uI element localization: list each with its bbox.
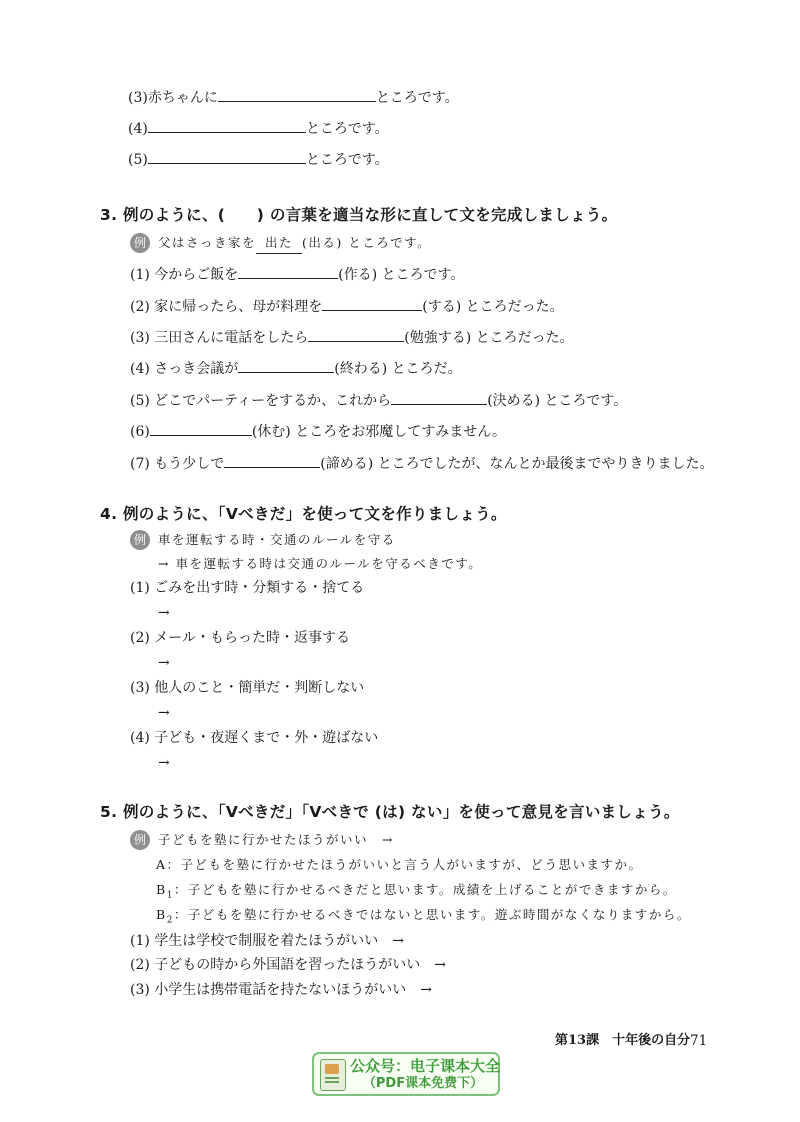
s4-item-4: (4) 子ども・夜遅くまで・外・遊ばない xyxy=(130,730,379,746)
answer-blank[interactable] xyxy=(322,296,422,311)
s3-item-2: (2) 家に帰ったら、母が料理を (する) ところだった。 xyxy=(130,296,564,317)
footer-lesson: 第13課 十年後の自分 xyxy=(555,1033,691,1048)
section4-example-answer: → 車を運転する時は交通のルールを守るべきです。 xyxy=(158,556,483,571)
example-badge: 例 xyxy=(130,233,150,253)
answer-blank[interactable] xyxy=(238,264,338,279)
section5-heading: 5. 例のように、「Vべきだ」「Vべきで (は) ない」を使って意見を言いましょう。 xyxy=(100,803,680,821)
example-b2: $B_2$：子どもを塾に行かせるべきではないと思います。遊ぶ時間がなくなりますから。 xyxy=(156,907,691,926)
section4-heading: 4. 例のように、「Vべきだ」を使って文を作りましょう。 xyxy=(100,505,507,523)
section3-example: 例 父はさっき家を 出た (出る) ところです。 xyxy=(130,233,431,254)
watermark-stamp xyxy=(312,1052,500,1096)
s3-item-3: (3) 三田さんに電話をしたら (勉強する) ところだった。 xyxy=(130,327,574,348)
s5-item-1: (1) 学生は学校で制服を着たほうがいい → xyxy=(130,933,405,949)
answer-blank[interactable] xyxy=(224,453,320,468)
s4-item-1: (1) ごみを出す時・分類する・捨てる xyxy=(130,580,365,596)
page-number: 71 xyxy=(690,1033,708,1049)
answer-arrow: → xyxy=(158,605,170,621)
answer-arrow: → xyxy=(158,705,170,721)
answer-blank[interactable] xyxy=(148,149,306,164)
section5-example: 例 子どもを塾に行かせたほうがいい → xyxy=(130,830,394,850)
example-badge: 例 xyxy=(130,830,150,850)
s2-item-5: (5) ところです。 xyxy=(128,149,389,170)
answer-blank[interactable] xyxy=(308,327,404,342)
section3-heading: 3. 例のように、( ) の言葉を適当な形に直して文を完成しましょう。 xyxy=(100,206,618,224)
answer-blank[interactable] xyxy=(391,390,487,405)
answer-blank[interactable] xyxy=(218,87,376,102)
s3-item-6: (6) (休む) ところをお邪魔してすみません。 xyxy=(130,421,506,442)
s3-item-5: (5) どこでパーティーをするか、これから (決める) ところです。 xyxy=(130,390,627,411)
section4-example: 例 車を運転する時・交通のルールを守る xyxy=(130,530,396,550)
answer-blank[interactable] xyxy=(148,118,306,133)
watermark-line2: （PDF课本免费下） xyxy=(362,1076,484,1091)
s3-item-1: (1) 今からご飯を (作る) ところです。 xyxy=(130,264,464,285)
s3-item-4: (4) さっき会議が (終わる) ところだ。 xyxy=(130,358,462,379)
answer-arrow: → xyxy=(158,655,170,671)
answer-blank[interactable] xyxy=(238,358,334,373)
s3-item-7: (7) もう少しで (諦める) ところでしたが、なんとか最後までやりきりました。 xyxy=(130,453,714,474)
book-icon xyxy=(320,1059,346,1091)
example-b1: $B_1$：子どもを塾に行かせるべきだと思います。成績を上げることができますから。 xyxy=(156,882,677,901)
answer-arrow: → xyxy=(158,755,170,771)
example-a: A：子どもを塾に行かせたほうがいいと言う人がいますが、どう思いますか。 xyxy=(156,857,643,872)
answer-blank[interactable] xyxy=(150,421,252,436)
s5-item-3: (3) 小学生は携帯電話を持たないほうがいい → xyxy=(130,982,433,998)
s2-item-3: (3)赤ちゃんに ところです。 xyxy=(128,87,459,108)
s5-item-2: (2) 子どもの時から外国語を習ったほうがいい → xyxy=(130,957,447,973)
s4-item-2: (2) メール・もらった時・返事する xyxy=(130,630,351,646)
s4-item-3: (3) 他人のこと・簡単だ・判断しない xyxy=(130,680,365,696)
example-answer: 出た xyxy=(256,233,302,254)
watermark-line1: 公众号：电子课本大全 xyxy=(350,1057,501,1075)
example-badge: 例 xyxy=(130,530,150,550)
s2-item-4: (4) ところです。 xyxy=(128,118,389,139)
